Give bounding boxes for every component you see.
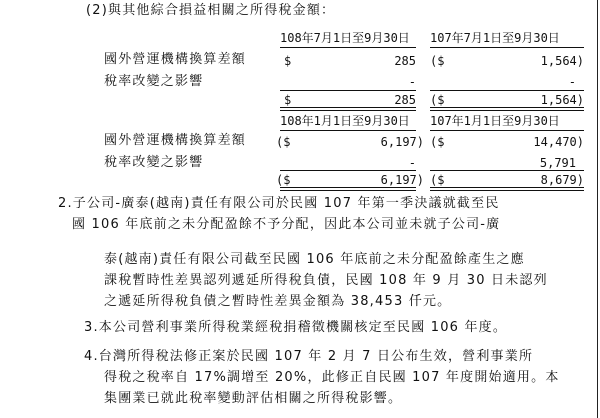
note-item-2-line-3: 泰(越南)責任有限公司截至民國 106 年底前之未分配盈餘產生之應	[104, 252, 525, 267]
table2-r1-c1-value: 6,197)	[380, 135, 424, 149]
table1-r1-c2-value: 1,564)	[540, 54, 584, 68]
note-item-2-line-1: 2.子公司-廣泰(越南)責任有限公司於民國 107 年第一季決議就截至民	[58, 196, 500, 211]
table2-col1-header-rule	[280, 130, 416, 131]
table1-col1-header-rule	[280, 47, 416, 48]
table2-col2-subtotal-rule	[430, 170, 584, 171]
table2-col1-header: 108年1月1日至9月30日	[280, 114, 410, 128]
table2-col2-header: 107年1月1日至9月30日	[430, 114, 560, 128]
table2-total-c1-currency: ($	[276, 173, 291, 187]
note-item-2-line-5: 之遞延所得稅負債之暫時性差異金額為 38,453 仟元。	[104, 294, 452, 309]
page-right-edge	[597, 0, 598, 418]
table2-total-c1-value: 6,197)	[380, 173, 424, 187]
table1-col2-subtotal-rule	[430, 90, 584, 91]
table1-col2-total-double-rule	[430, 107, 584, 111]
table1-r1-c1-currency: $	[284, 54, 292, 68]
table2-col2-header-rule	[430, 130, 584, 131]
note-item-2-line-2: 國 106 年底前之未分配盈餘不予分配，因此本公司並未就子公司-廣	[72, 217, 501, 232]
table1-row-label-translation: 國外營運機構換算差額	[104, 52, 247, 67]
table1-col2-header: 107年7月1日至9月30日	[430, 31, 560, 45]
table1-r1-c1-value: 285	[394, 54, 416, 68]
table1-row-label-tax-rate: 稅率改變之影響	[104, 74, 204, 89]
table1-col1-subtotal-rule	[280, 90, 416, 91]
note-item-4-line-1: 4.台灣所得稅法修正案於民國 107 年 2 月 7 日公布生效，營利事業所	[84, 349, 534, 364]
table1-col1-header: 108年7月1日至9月30日	[280, 31, 410, 45]
table2-r2-c1-value: -	[408, 156, 416, 170]
note-item-2-line-4: 課稅暫時性差異認列遞延所得稅負債，民國 108 年 9 月 30 日未認列	[104, 273, 548, 288]
table1-total-c2-currency: ($	[430, 93, 445, 107]
table1-col2-header-rule	[430, 47, 584, 48]
section-title: (2)與其他綜合損益相關之所得稅金額：	[86, 3, 336, 18]
note-item-3-line-1: 3.本公司營利事業所得稅業經稅捐稽徵機關核定至民國 106 年度。	[84, 320, 508, 335]
table1-total-c1-currency: $	[284, 93, 292, 107]
table2-row-label-tax-rate: 稅率改變之影響	[104, 155, 204, 170]
table2-col1-total-double-rule	[280, 187, 416, 191]
table2-r2-c2-value: 5,791	[539, 156, 576, 170]
table2-r1-c1-currency: ($	[276, 135, 291, 149]
note-item-4-line-2: 得稅之稅率自 17%調增至 20%，此修正自民國 107 年度開始適用。本	[104, 370, 560, 385]
note-item-4-line-3: 集團業已就此稅率變動評估相關之所得稅影響。	[104, 391, 403, 406]
table1-total-c1-value: 285	[394, 93, 416, 107]
table1-total-c2-value: 1,564)	[540, 93, 584, 107]
table2-col2-total-double-rule	[430, 187, 584, 191]
table2-row-label-translation: 國外營運機構換算差額	[104, 133, 247, 148]
table2-col1-subtotal-rule	[280, 170, 416, 171]
table2-total-c2-value: 8,679)	[540, 173, 584, 187]
table2-r1-c2-value: 14,470)	[533, 135, 584, 149]
table1-r1-c2-currency: ($	[430, 54, 445, 68]
table1-r2-c2-value: -	[568, 75, 576, 89]
table1-r2-c1-value: -	[408, 75, 416, 89]
table1-col1-total-double-rule	[280, 107, 416, 111]
table2-r1-c2-currency: ($	[430, 135, 445, 149]
table2-total-c2-currency: ($	[430, 173, 445, 187]
